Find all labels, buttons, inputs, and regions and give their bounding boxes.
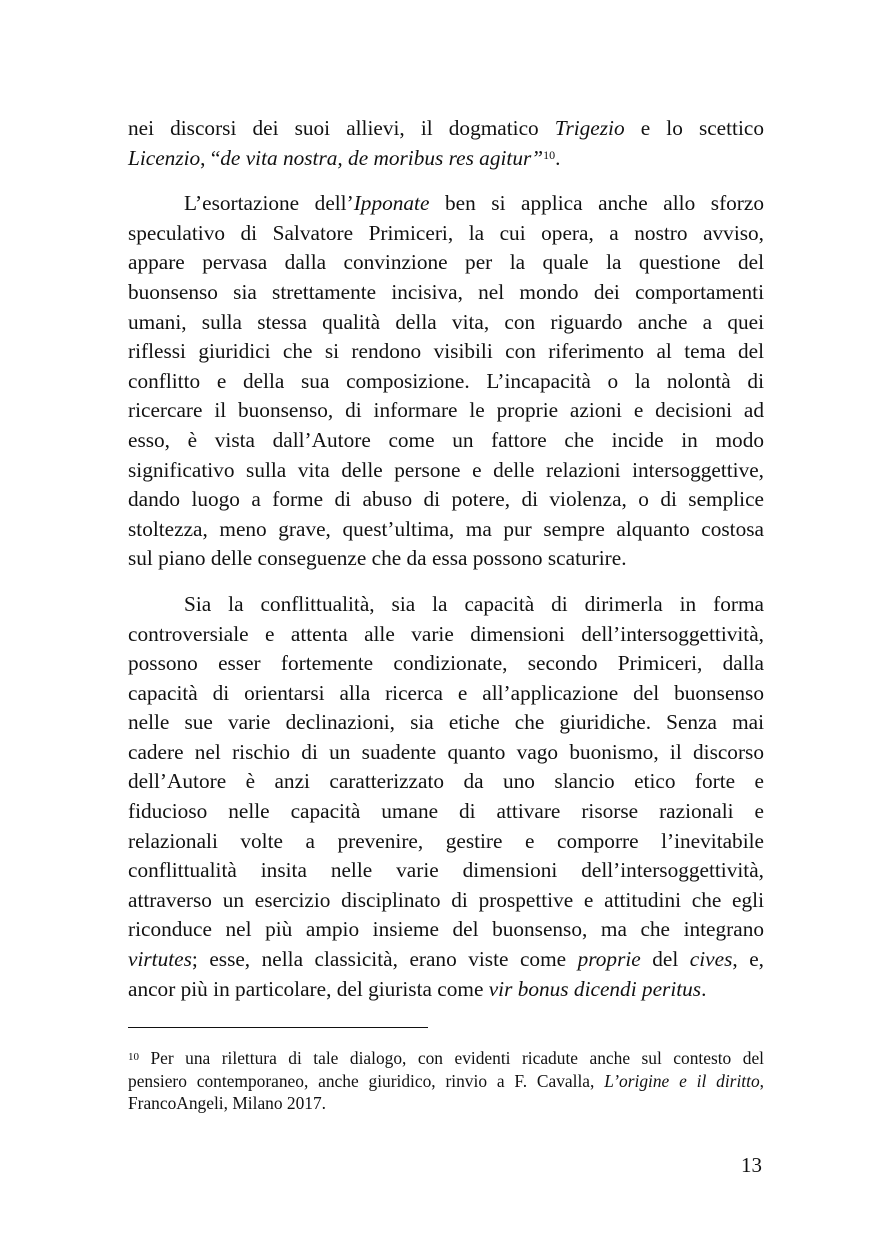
paragraph [128,189,764,574]
text-run: Per una rilettura di tale dialogo, con evidenti ricadute anche sul contesto del [139,1048,764,1068]
text-run: . [555,145,561,170]
text-run: attraverso un esercizio disciplinato di prospettive e attitudini che egli [128,887,764,912]
text-run: buonsenso sia strettamente incisiva, nel mondo dei comportamenti [128,279,764,304]
paragraph [128,590,764,1004]
paragraph [128,114,764,173]
text-line [128,219,764,249]
text-run: capacità di orientarsi alla ricerca e all’applicazione del buonsenso [128,680,764,705]
text-run: Sia la conflittualità, sia la capacità di dirimerla in forma [184,591,764,616]
text-line [128,886,764,916]
text-line [128,679,764,709]
text-line [128,396,764,426]
text-run: controversiale e attenta alle varie dimensioni dell’intersoggettività, [128,621,764,646]
text-line [128,456,764,486]
italic-text: cives [689,947,733,972]
text-line [128,1092,764,1115]
text-run: ricercare il buonsenso, di informare le proprie azioni e decisioni ad [128,398,764,423]
italic-text: virtutes [128,947,192,972]
italic-text: de vita nostra, de moribus res agitur” [220,145,544,170]
footnote-marker: 10 [128,1051,139,1063]
text-run: significativo sulla vita delle persone e delle relazioni intersoggettive, [128,457,764,482]
text-run: L’esortazione dell’ [184,191,354,216]
italic-text: Licenzio [128,145,201,170]
text-run: relazionali volte a prevenire, gestire e comporre l’inevitabile [128,828,764,853]
text-line [128,278,764,308]
text-line [128,975,764,1005]
text-line [128,544,764,574]
footnote-separator [128,1027,428,1028]
text-line [128,590,764,620]
text-run: cadere nel rischio di un suadente quanto vago buonismo, il discorso [128,739,764,764]
text-line [128,485,764,515]
text-run: conflitto e della sua composizione. L’incapacità o la nolontà di [128,368,764,393]
italic-text: Ipponate [353,191,430,216]
text-line [128,1047,764,1070]
text-run: FrancoAngeli, Milano 2017. [128,1093,327,1113]
text-line [128,827,764,857]
text-line [128,797,764,827]
text-line [128,620,764,650]
text-line [128,945,764,975]
text-run: sul piano delle conseguenze che da essa possono scaturire. [128,546,627,571]
text-run: , e, [732,947,764,972]
text-run: dell’Autore è anzi caratterizzato da uno slancio etico forte e [128,769,764,794]
text-run: riflessi giuridici che si rendono visibili con riferimento al tema del [128,339,764,364]
text-line [128,367,764,397]
text-line [128,915,764,945]
text-line [128,856,764,886]
text-run: ben si applica anche allo sforzo [429,191,765,216]
text-line [128,308,764,338]
footnote-marker: 10 [543,147,556,162]
italic-text: vir bonus dicendi peritus [488,976,702,1001]
text-run: , [759,1070,764,1091]
text-run: del [640,947,690,972]
text-line [128,515,764,545]
text-run: . [701,976,707,1001]
text-line [128,337,764,367]
text-run: esso, è vista dall’Autore come un fattore che incide in modo [128,427,764,452]
italic-text: L’origine e il diritto [604,1070,760,1091]
text-run: possono esser fortemente condizionate, secondo Primiceri, dalla [128,651,764,676]
text-line [128,248,764,278]
text-run: fiducioso nelle capacità umane di attivare risorse razionali e [128,799,764,824]
italic-text: proprie [577,947,641,972]
text-line [128,767,764,797]
text-line [128,114,764,144]
page-number: 13 [741,1153,762,1177]
text-run: ancor più in particolare, del giurista come [128,976,489,1001]
text-run: , “ [200,145,221,170]
text-run: e lo scettico [624,116,764,140]
text-line [128,649,764,679]
text-run: nelle sue varie declinazioni, sia etiche che giuridiche. Senza mai [128,710,764,735]
body-text [128,114,764,1020]
text-line [128,426,764,456]
text-line [128,708,764,738]
text-run: riconduce nel più ampio insieme del buonsenso, ma che integrano [128,917,764,942]
text-run: appare pervasa dalla convinzione per la quale la questione del [128,250,764,275]
text-line [128,1070,764,1093]
italic-text: Trigezio [554,116,625,140]
text-run: umani, sulla stessa qualità della vita, con riguardo anche a quei [128,309,764,334]
text-run: pensiero contemporaneo, anche giuridico, rinvio a F. Cavalla, [128,1070,605,1091]
text-run: dando luogo a forme di abuso di potere, di violenza, o di semplice [128,487,764,512]
text-run: stoltezza, meno grave, quest’ultima, ma pur sempre alquanto costosa [128,516,764,541]
text-run: nei discorsi dei suoi allievi, il dogmatico [128,116,555,140]
text-run: speculativo di Salvatore Primiceri, la cui opera, a nostro avviso, [128,220,764,245]
text-line [128,738,764,768]
text-line [128,144,764,174]
text-run: conflittualità insita nelle varie dimensioni dell’intersoggettività, [128,858,764,883]
footnotes [128,1047,764,1115]
text-line [128,189,764,219]
text-run: ; esse, nella classicità, erano viste come [191,947,578,972]
